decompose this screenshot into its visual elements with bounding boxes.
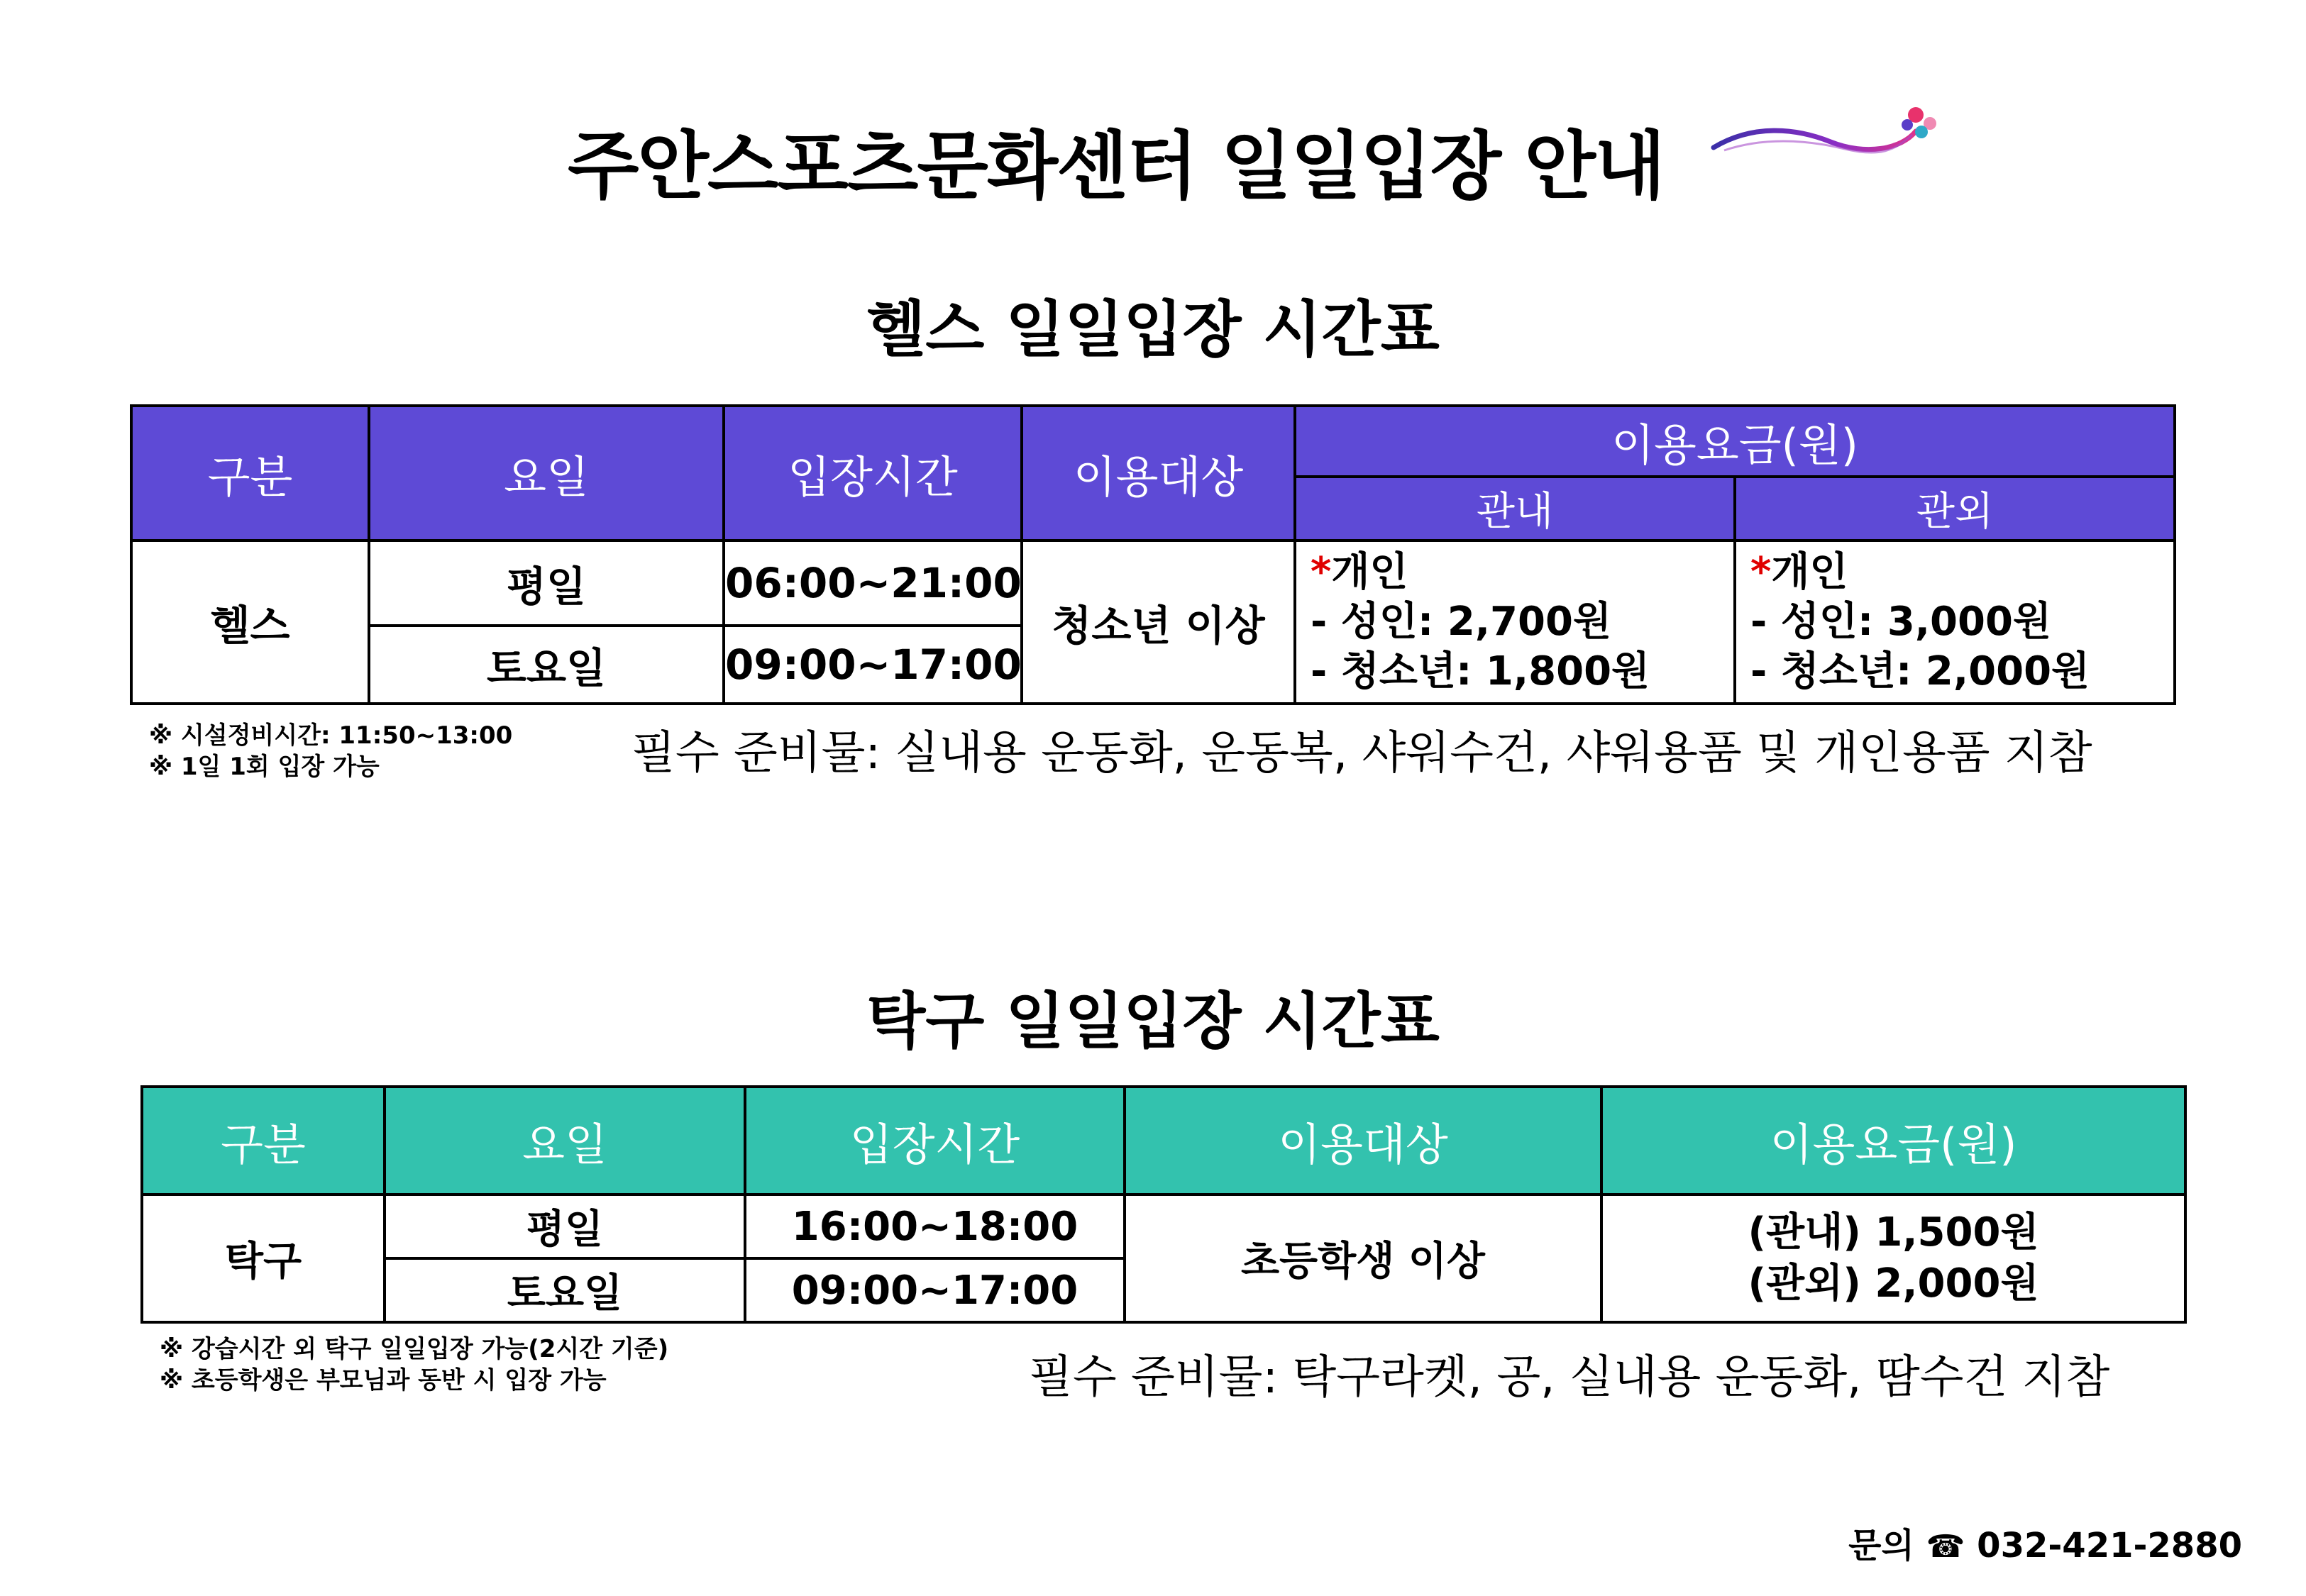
tabletennis-fee-cell bbox=[1601, 1195, 2185, 1322]
header-fee: 이용요금(원) bbox=[1601, 1087, 2185, 1195]
asterisk-mark: * bbox=[1750, 549, 1772, 595]
tabletennis-notes bbox=[160, 1334, 668, 1396]
tabletennis-time-weekday: 16:00~18:00 bbox=[745, 1195, 1125, 1258]
tabletennis-time-saturday: 09:00~17:00 bbox=[745, 1258, 1125, 1322]
health-note-maintenance: ※ 시설정비시간: 11:50~13:00 bbox=[149, 721, 513, 750]
health-time-weekday: 06:00~21:00 bbox=[724, 541, 1022, 626]
fee-in: (관내) 1,500원 bbox=[1748, 1209, 2039, 1256]
health-fee-in-cell bbox=[1295, 541, 1735, 704]
asterisk-mark: * bbox=[1311, 549, 1332, 595]
header-target: 이용대상 bbox=[1125, 1087, 1601, 1195]
contact-label: 문의 bbox=[1848, 1526, 1914, 1565]
header-target: 이용대상 bbox=[1022, 406, 1295, 541]
header-time: 입장시간 bbox=[745, 1087, 1125, 1195]
tabletennis-category-cell: 탁구 bbox=[142, 1195, 385, 1322]
header-fee-out: 관외 bbox=[1735, 477, 2175, 541]
health-category-cell: 헬스 bbox=[131, 541, 369, 704]
header-category: 구분 bbox=[142, 1087, 385, 1195]
fee-out-youth: - 청소년: 2,000원 bbox=[1750, 648, 2090, 694]
fee-in-personal-label bbox=[1311, 548, 1733, 597]
contact-info bbox=[1848, 1518, 2242, 1567]
header-fee: 이용요금(원) bbox=[1295, 406, 2175, 477]
header-fee-in: 관내 bbox=[1295, 477, 1735, 541]
header-day: 요일 bbox=[385, 1087, 745, 1195]
health-day-weekday: 평일 bbox=[369, 541, 724, 626]
page-title: 주안스포츠문화센터 일일입장 안내 bbox=[568, 123, 1665, 209]
health-time-saturday: 09:00~17:00 bbox=[724, 626, 1022, 704]
health-target-cell: 청소년 이상 bbox=[1022, 541, 1295, 704]
health-section-title: 헬스 일일입장 시간표 bbox=[866, 294, 1440, 365]
tabletennis-note-children: ※ 초등학생은 부모님과 동반 시 입장 가능 bbox=[160, 1366, 607, 1395]
header-category: 구분 bbox=[131, 406, 369, 541]
tabletennis-day-weekday: 평일 bbox=[385, 1195, 745, 1258]
fee-out: (관외) 2,000원 bbox=[1748, 1260, 2039, 1307]
health-notes bbox=[149, 720, 512, 782]
fee-in-youth: - 청소년: 1,800원 bbox=[1311, 648, 1650, 694]
tabletennis-target-cell: 초등학생 이상 bbox=[1125, 1195, 1601, 1322]
health-fee-out-cell bbox=[1735, 541, 2175, 704]
tabletennis-section-title: 탁구 일일입장 시간표 bbox=[866, 986, 1440, 1057]
tabletennis-schedule-table bbox=[140, 1085, 2187, 1324]
health-schedule-table bbox=[130, 404, 2176, 705]
health-note-once: ※ 1일 1회 입장 가능 bbox=[149, 753, 380, 781]
fee-out-adult: - 성인: 3,000원 bbox=[1750, 599, 2052, 645]
contact-phone: 032-421-2880 bbox=[1977, 1526, 2242, 1565]
health-required-items: 필수 준비물: 실내용 운동화, 운동복, 샤워수건, 샤워용품 및 개인용품 지참 bbox=[631, 727, 2092, 780]
ribbon-logo-icon bbox=[1710, 99, 1944, 177]
tabletennis-day-saturday: 토요일 bbox=[385, 1258, 745, 1322]
fee-in-adult: - 성인: 2,700원 bbox=[1311, 599, 1612, 645]
tabletennis-required-items: 필수 준비물: 탁구라켓, 공, 실내용 운동화, 땀수건 지참 bbox=[1029, 1351, 2110, 1404]
tabletennis-note-hours: ※ 강습시간 외 탁구 일일입장 가능(2시간 기준) bbox=[160, 1335, 669, 1363]
personal-label: 개인 bbox=[1331, 549, 1408, 595]
header-time: 입장시간 bbox=[724, 406, 1022, 541]
fee-out-personal-label bbox=[1750, 548, 2173, 597]
phone-icon: ☎ bbox=[1926, 1529, 1965, 1565]
header-day: 요일 bbox=[369, 406, 724, 541]
personal-label: 개인 bbox=[1771, 549, 1848, 595]
health-day-saturday: 토요일 bbox=[369, 626, 724, 704]
